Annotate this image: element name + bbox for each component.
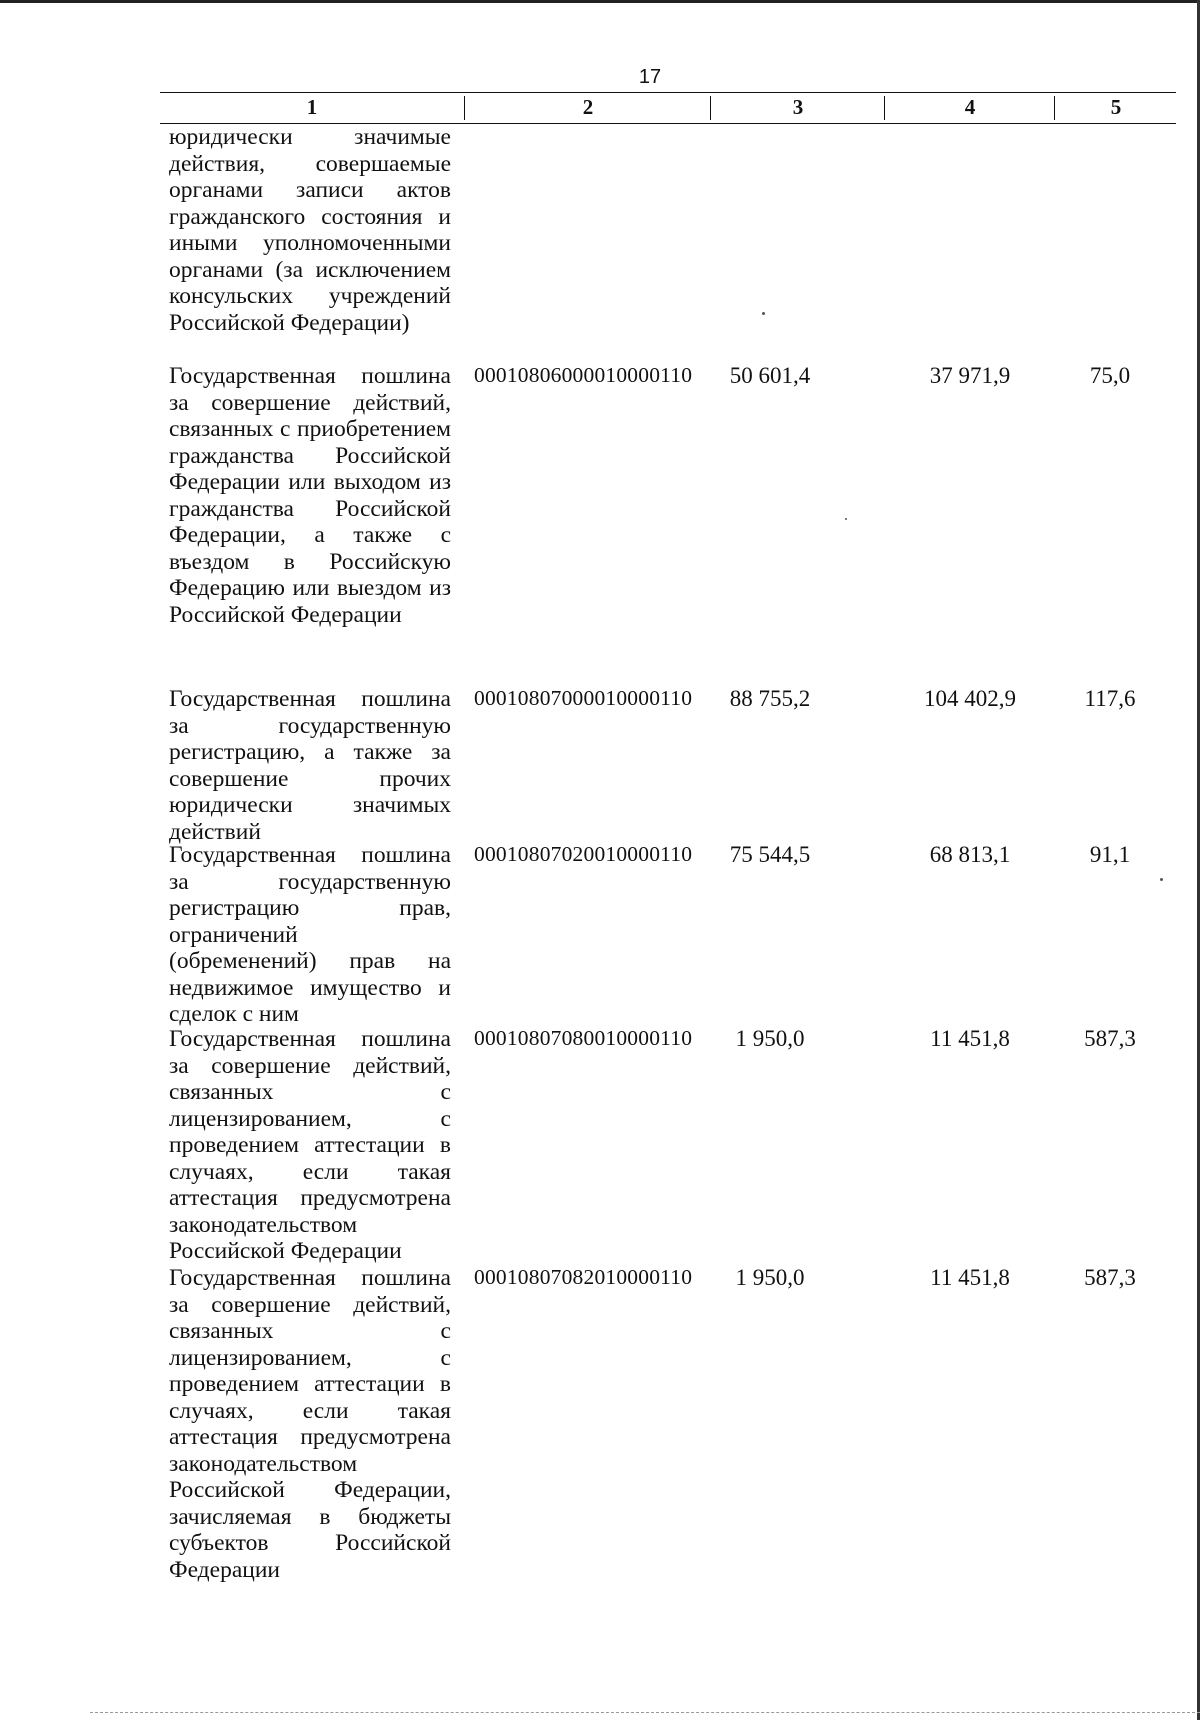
column-separator [464, 96, 465, 120]
row-description: Государственная пошлина за совершение действий, связанных с лицензированием, с проведением аттестации в случаях, если такая аттестация предусмотрена законодательством Российской Федерации [169, 1026, 451, 1264]
page-number: 17 [638, 66, 662, 88]
column-header-5: 5 [1110, 95, 1122, 119]
scan-speck [845, 518, 847, 520]
row-value-col5: 75,0 [1089, 363, 1131, 388]
row-value-col5: 117,6 [1084, 686, 1136, 711]
scan-speck [762, 312, 765, 315]
row-value-col4: 11 451,8 [930, 1265, 1010, 1290]
row-code: 00010807020010000110 [474, 842, 693, 866]
row-value-col4: 68 813,1 [929, 842, 1011, 867]
column-separator [1054, 96, 1055, 120]
row-code: 00010807082010000110 [474, 1265, 693, 1289]
row-value-col4: 104 402,9 [924, 686, 1016, 711]
scan-border-top [0, 0, 1200, 3]
column-header-1: 1 [306, 95, 318, 119]
row-description: Государственная пошлина за совершение действий, связанных с лицензированием, с проведением аттестации в случаях, если такая аттестация предусмотрена законодательством Российской Федерации, зачисляемая в бюджеты субъектов Российской Федерации [169, 1265, 451, 1583]
row-description: Государственная пошлина за совершение действий, связанных с приобретением гражданства Российской Федерации или выходом из гражданства Российской Федерации, а также с въездом в Российскую Федерацию или выездом из Российской Федерации [169, 363, 451, 628]
column-header-4: 4 [964, 95, 976, 119]
row-value-col3: 1 950,0 [735, 1265, 805, 1290]
row-value-col5: 91,1 [1089, 842, 1131, 867]
row-value-col4: 11 451,8 [930, 1026, 1010, 1051]
row-value-col5: 587,3 [1084, 1265, 1136, 1290]
scan-speck [1160, 878, 1163, 881]
row-value-col3: 1 950,0 [735, 1026, 805, 1051]
scan-border-bottom [90, 1712, 1200, 1713]
row-value-col4: 37 971,9 [929, 363, 1011, 388]
row-code: 00010806000010000110 [474, 363, 693, 387]
row-value-col3: 75 544,5 [729, 842, 811, 867]
row-code: 00010807000010000110 [474, 686, 693, 710]
row-value-col5: 587,3 [1084, 1026, 1136, 1051]
row-value-col3: 88 755,2 [729, 686, 811, 711]
column-header-3: 3 [792, 95, 804, 119]
row-description: юридически значимые действия, совершаемые органами записи актов гражданского состояния и иными уполномоченными органами (за исключением консульских учреждений Российской Федерации) [169, 124, 451, 336]
column-separator [710, 96, 711, 120]
column-separator [884, 96, 885, 120]
row-description: Государственная пошлина за государственную регистрацию, а также за совершение прочих юридически значимых действий [169, 686, 451, 845]
row-description: Государственная пошлина за государственную регистрацию прав, ограничений (обременений) прав на недвижимое имущество и сделок с ним [169, 842, 451, 1027]
column-header-2: 2 [582, 95, 594, 119]
row-value-col3: 50 601,4 [729, 363, 811, 388]
row-code: 00010807080010000110 [474, 1026, 693, 1050]
header-top-rule [160, 92, 1176, 93]
